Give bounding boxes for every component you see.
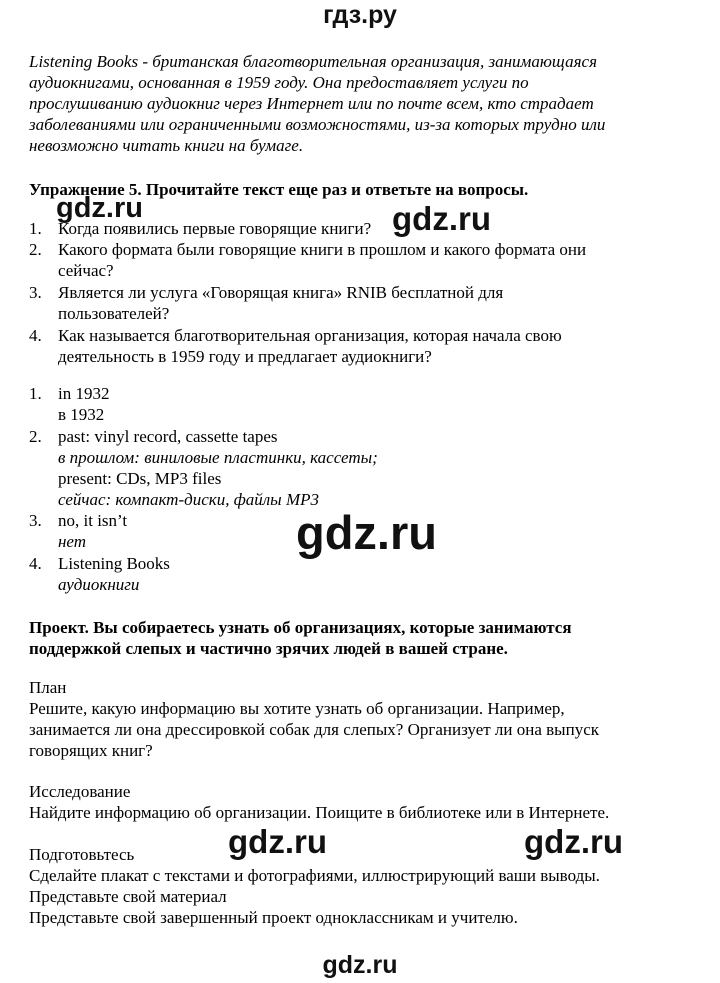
watermark: gdz.ru xyxy=(228,823,327,860)
question-text: Какого формата были говорящие книги в прошлом и какого формата они xyxy=(58,240,587,259)
intro-line: заболеваниями или ограниченными возможностями, из-за которых трудно или xyxy=(29,115,606,134)
answer-translation: сейчас: компакт-диски, файлы MP3 xyxy=(58,490,319,509)
answer-number: 2. xyxy=(29,427,42,446)
present-section xyxy=(29,886,518,928)
research-section xyxy=(29,781,609,823)
answer-line: in 1932 xyxy=(58,384,110,403)
question-number: 2. xyxy=(29,240,42,259)
question-number: 4. xyxy=(29,326,42,345)
answer-line: Listening Books xyxy=(58,554,170,573)
intro-line: аудиокнигами, основанная в 1959 году. Она предоставляет услуги по xyxy=(29,73,529,92)
intro-line: прослушиванию аудиокниг через Интернет или по почте всем, кто страдает xyxy=(29,94,594,113)
watermark: gdz.ru xyxy=(296,506,437,559)
intro-line: невозможно читать книги на бумаге. xyxy=(29,136,304,155)
answer-number: 3. xyxy=(29,511,42,530)
plan-heading: План xyxy=(29,678,67,697)
question-number: 1. xyxy=(29,219,42,238)
answer-number: 1. xyxy=(29,384,42,403)
exercise-title: Упражнение 5. Прочитайте текст еще раз и ответьте на вопросы. xyxy=(29,180,529,199)
intro-paragraph xyxy=(29,51,605,156)
watermark: gdz.ru xyxy=(524,823,623,860)
intro-line: Listening Books - британская благотворительная организация, занимающаяся xyxy=(29,52,597,71)
prepare-section xyxy=(29,844,600,886)
question-text: Когда появились первые говорящие книги? xyxy=(58,219,372,238)
site-header[interactable]: гдз.ру xyxy=(323,1,397,29)
answer-translation: аудиокниги xyxy=(58,575,140,594)
research-line: Найдите информацию об организации. Поищите в библиотеке или в Интернете. xyxy=(29,803,610,822)
question-text: пользователей? xyxy=(58,304,170,323)
project-title-line: Проект. Вы собираетесь узнать об организациях, которые занимаются xyxy=(29,618,572,637)
plan-section xyxy=(29,677,599,761)
question-text: сейчас? xyxy=(58,261,114,280)
plan-line: занимается ли она дрессировкой собак для слепых? Организует ли она выпуск xyxy=(29,720,600,739)
answer-line: no, it isn’t xyxy=(58,511,128,530)
watermark: gdz.ru xyxy=(56,192,143,224)
prepare-heading: Подготовьтесь xyxy=(29,845,135,864)
question-text: Как называется благотворительная организация, которая начала свою xyxy=(58,326,562,345)
project-title xyxy=(29,617,572,659)
question-text: деятельность в 1959 году и предлагает аудиокниги? xyxy=(58,347,432,366)
watermark: gdz.ru xyxy=(392,200,491,237)
project-title-line: поддержкой слепых и частично зрячих людей в вашей стране. xyxy=(29,639,508,658)
plan-line: Решите, какую информацию вы хотите узнать об организации. Например, xyxy=(29,699,565,718)
question-text: Является ли услуга «Говорящая книга» RNIB бесплатной для xyxy=(58,283,504,302)
footer-watermark[interactable]: gdz.ru xyxy=(322,951,398,979)
answer-line: present: CDs, MP3 files xyxy=(58,469,222,488)
research-heading: Исследование xyxy=(29,782,131,801)
answer-translation: в прошлом: виниловые пластинки, кассеты; xyxy=(58,448,378,467)
question-number: 3. xyxy=(29,283,42,302)
plan-line: говорящих книг? xyxy=(29,741,153,760)
answer-line: в 1932 xyxy=(58,405,105,424)
present-line: Представьте свой завершенный проект одноклассникам и учителю. xyxy=(29,908,518,927)
prepare-line: Сделайте плакат с текстами и фотографиями, иллюстрирующий ваши выводы. xyxy=(29,866,600,885)
present-heading: Представьте свой материал xyxy=(29,887,227,906)
answer-line: past: vinyl record, cassette tapes xyxy=(58,427,278,446)
answer-number: 4. xyxy=(29,554,42,573)
answer-translation: нет xyxy=(58,532,87,551)
